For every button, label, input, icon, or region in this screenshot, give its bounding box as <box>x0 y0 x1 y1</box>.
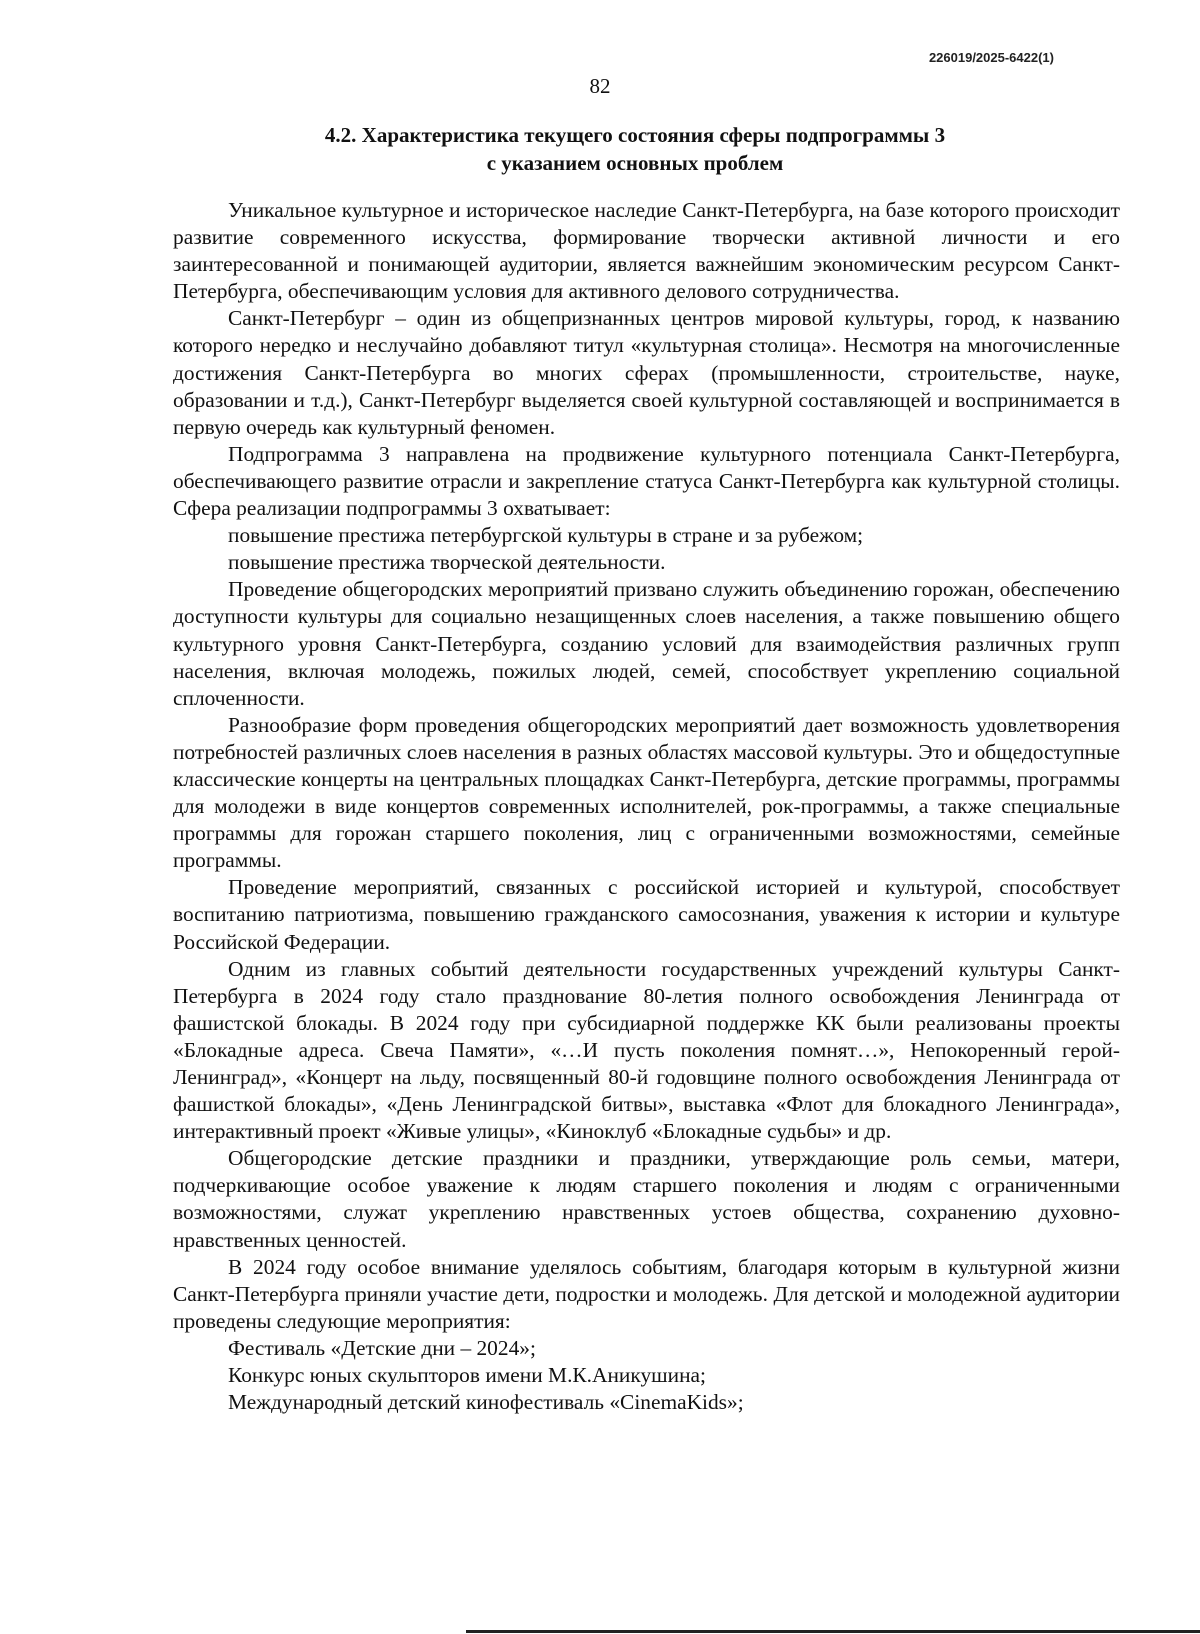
scan-edge-line <box>466 1630 1200 1633</box>
paragraph: Общегородские детские праздники и праздники, утверждающие роль семьи, матери, подчеркивающие особое уважение к людям старшего поколения и людям с ограниченными возможностями, служат укреплению нравственных устоев общества, сохранению духовно-нравственных ценностей. <box>173 1146 1120 1252</box>
paragraph: Разнообразие форм проведения общегородских мероприятий дает возможность удовлетворения потребностей различных слоев населения в разных областях массовой культуры. Это и общедоступные классические концерты на центральных площадках Санкт-Петербурга, детские программы, программы для молодежи в виде концертов современных исполнителей, рок-программы, а также специальные программы для горожан старшего поколения, лиц с ограниченными возможностями, семейные программы. <box>173 712 1120 873</box>
paragraph: Уникальное культурное и историческое наследие Санкт-Петербурга, на базе которого происходит развитие современного искусства, формирование творчески активной личности и его заинтересованной и понимающей аудитории, является важнейшим экономическим ресурсом Санкт-Петербурга, обеспечивающим условия для активного делового сотрудничества. <box>173 198 1120 304</box>
paragraph: Проведение мероприятий, связанных с российской историей и культурой, способствует воспитанию патриотизма, повышению гражданского самосознания, уважения к истории и культуре Российской Федерации. <box>173 875 1120 954</box>
paragraph: Одним из главных событий деятельности государственных учреждений культуры Санкт-Петербурга в 2024 году стало празднование 80-летия полного освобождения Ленинграда от фашистской блокады. В 2024 году при субсидиарной поддержке КК были реализованы проекты «Блокадные адреса. Свеча Памяти», «…И пусть поколения помнят…», Непокоренный герой-Ленинград», «Концерт на льду, посвященный 80-й годовщине полного освобождения Ленинграда от фашисткой блокады», «День Ленинградской битвы», выставка «Флот для блокадного Ленинграда», интерактивный проект «Живые улицы», «Киноклуб «Блокадные судьбы» и др. <box>173 956 1120 1144</box>
paragraph: В 2024 году особое внимание уделялось событиям, благодаря которым в культурной жизни Санкт-Петербурга приняли участие дети, подростки и молодежь. Для детской и молодежной аудитории проведены следующие мероприятия: <box>173 1254 1120 1333</box>
list-item: повышение престижа петербургской культуры в стране и за рубежом; <box>228 523 864 548</box>
document-id: 226019/2025-6422(1) <box>928 50 1054 65</box>
document-body <box>173 197 1120 1416</box>
page-number: 82 <box>589 74 611 98</box>
paragraph: Подпрограмма 3 направлена на продвижение культурного потенциала Санкт-Петербурга, обеспечивающего развитие отрасли и закрепление статуса Санкт-Петербурга как культурной столицы. Сфера реализации подпрограммы 3 охватывает: <box>173 441 1120 521</box>
paragraph: Проведение общегородских мероприятий призвано служить объединению горожан, обеспечению доступности культуры для социально незащищенных слоев населения, а также повышению общего культурного уровня Санкт-Петербурга, созданию условий для взаимодействия различных групп населения, включая молодежь, пожилых людей, семей, способствует укреплению социальной сплоченности. <box>173 577 1120 710</box>
section-heading <box>160 121 1110 177</box>
list-item: Фестиваль «Детские дни – 2024»; <box>228 1335 536 1360</box>
section-heading-line-2: с указанием основных проблем <box>486 151 784 175</box>
list-item: Конкурс юных скульпторов имени М.К.Аникушина; <box>228 1363 706 1388</box>
list-item: повышение престижа творческой деятельности. <box>228 550 666 575</box>
list-item: Международный детский кинофестиваль «CinemaKids»; <box>228 1390 744 1415</box>
section-heading-line-1: 4.2. Характеристика текущего состояния сферы подпрограммы 3 <box>324 123 946 147</box>
paragraph: Санкт-Петербург – один из общепризнанных центров мировой культуры, город, к названию которого нередко и неслучайно добавляют титул «культурная столица». Несмотря на многочисленные достижения Санкт-Петербурга во многих сферах (промышленности, строительстве, науке, образовании и т.д.), Санкт-Петербург выделяется своей культурной составляющей и воспринимается в первую очередь как культурный феномен. <box>173 306 1120 439</box>
